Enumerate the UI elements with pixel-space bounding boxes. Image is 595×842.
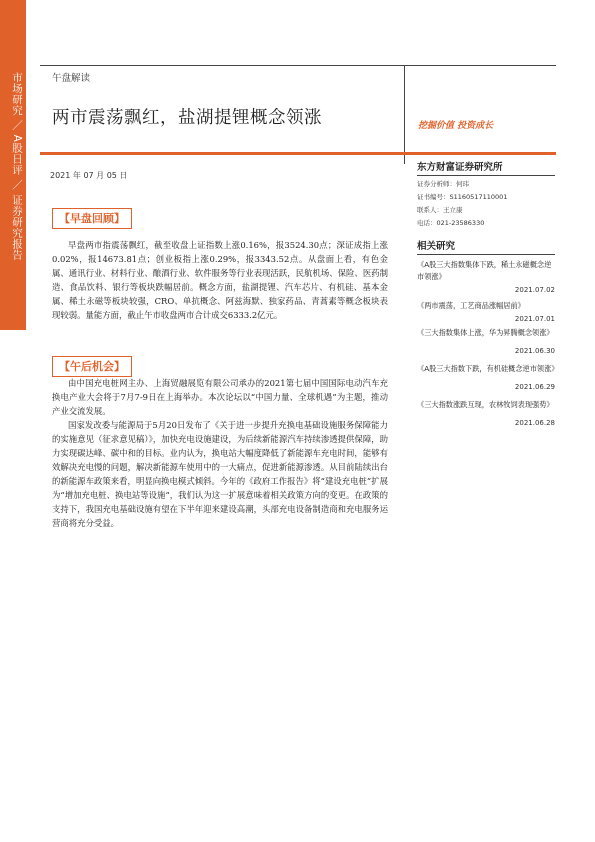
- related-item-date: 2021.07.01: [514, 315, 555, 323]
- sidebar-label: 市场研究 ／ A股日评 ／ 证券研究报告: [11, 72, 23, 261]
- institute-rule: [417, 175, 555, 176]
- related-research-panel: [417, 238, 559, 427]
- page-title: 两市震荡飘红，盐湖提锂概念领涨: [52, 108, 322, 128]
- report-kicker: 午盘解读: [52, 73, 91, 84]
- section-heading-morning-review: 【早盘回顾】: [52, 208, 132, 229]
- report-date: 2021 年 07 月 05 日: [50, 171, 128, 180]
- section-heading-afternoon-opportunity: 【午后机会】: [52, 356, 132, 377]
- related-rule: [417, 254, 555, 255]
- related-item-date: 2021.06.29: [514, 383, 555, 391]
- phone-line: 电话：021-23586330: [417, 219, 485, 227]
- related-item-title[interactable]: 《A股三大指数集体下跌，稀土永磁概念逆市领涨》: [417, 260, 552, 281]
- header-divider: [404, 65, 405, 164]
- contact-line: 联系人：王立康: [417, 206, 463, 214]
- analyst-panel: [417, 159, 555, 230]
- related-item-date: 2021.07.02: [514, 286, 555, 294]
- afternoon-paragraph-1: 由中国充电桩网主办、上海贸融展览有限公司承办的2021第七届中国国际电动汽车充换电产业大会将于7月7-9日在上海举办。本次论坛以“中国力量、全球机遇”为主题，推动产业交流发展。: [52, 378, 388, 416]
- related-item-title[interactable]: 《两市震荡，工艺商品涨幅居前》: [417, 301, 525, 310]
- related-heading: 相关研究: [417, 241, 456, 252]
- analyst-line: 证券分析师：何玮: [417, 180, 469, 188]
- top-rule: [40, 65, 556, 66]
- related-item-date: 2021.06.28: [514, 419, 555, 427]
- afternoon-paragraph-2: 国家发改委与能源局于5月20日发布了《关于进一步提升充换电基础设施服务保障能力的实施意见（征求意见稿）》，加快充电设施建设，为后续新能源汽车持续渗透提供保障，助力实现碳达峰、碳中和的目标。业内认为，换电站大幅度降低了新能源车充电时间，能够有效解决充电慢的问题，解决新能源车使用中的一大痛点，促进新能源渗透。从目前陆续出台的新能源车政策来看，明显向换电模式倾斜。今年的《政府工作报告》将“建设充电桩”扩展为“增加充电桩、换电站等设施”，我们认为这一扩展意味着相关政策方向的变更。在政策的支持下，我国充电基础设施有望在下半年迎来建设高潮，头部充电设备制造商和充电服务运营商将充分受益。: [52, 420, 388, 528]
- brand-slogan: 挖掘价值 投资成长: [418, 121, 494, 131]
- related-item-title[interactable]: 《A股三大指数下跌，有机硅概念逆市领涨》: [417, 364, 559, 373]
- institute-name: 东方财富证券研究所: [417, 162, 503, 173]
- related-item-title[interactable]: 《三大指数集体上涨，华为昇腾概念领涨》: [417, 328, 554, 337]
- header-accent-bar: [40, 152, 556, 155]
- morning-review-paragraph: 早盘两市指震荡飘红，截至收盘上证指数上涨0.16%，报3524.30点；深证成指上涨0.02%，报14673.81点；创业板指上涨0.29%，报3343.52点。从盘面上看，有色金属、通讯行业、材料行业、酿酒行业、软件服务等行业表现活跃，民航机场、保险、医药制造、食品饮料、银行等板块跌幅居前。概念方面，盐湖提锂、汽车芯片、有机硅、基本金属、稀土永磁等板块较强，CRO、单抗概念、阿兹海默、独家药品、青蒿素等概念板块表现较弱。量能方面，截止午市收盘两市合计成交6333.2亿元。: [52, 240, 388, 320]
- report-sidebar: [0, 0, 26, 330]
- related-item-title[interactable]: 《三大指数涨跌互现，农林牧饲表现强势》: [417, 400, 554, 409]
- related-item-date: 2021.06.30: [514, 347, 555, 355]
- cert-line: 证书编号：S1160517110001: [417, 193, 508, 201]
